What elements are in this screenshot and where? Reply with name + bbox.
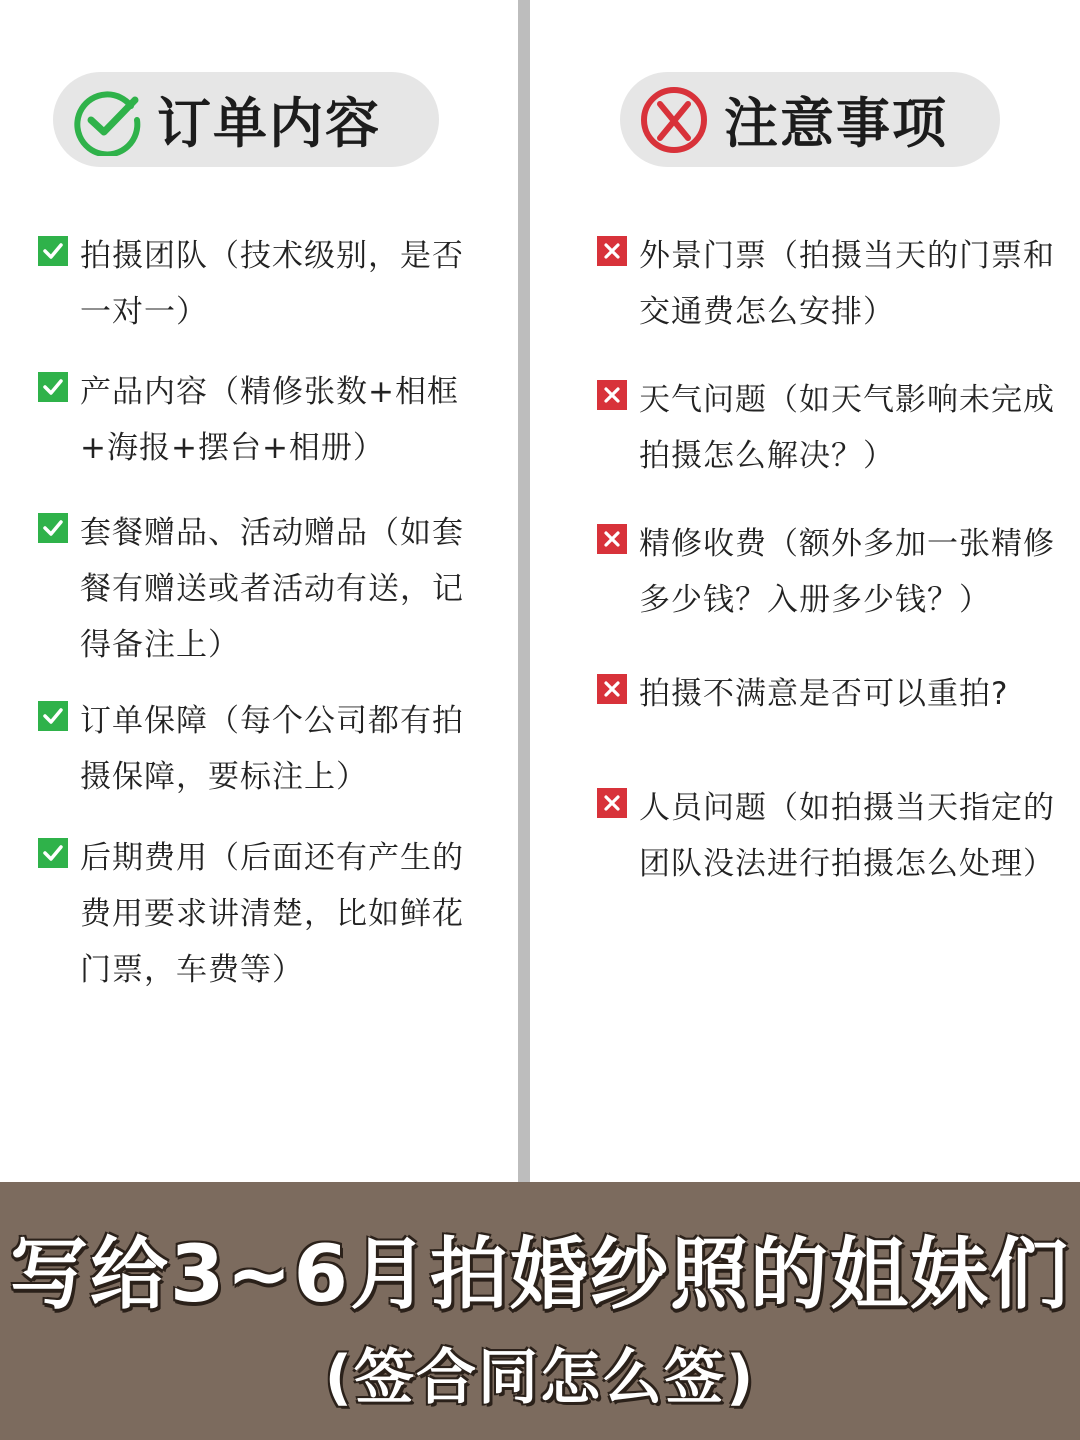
list-item-text: 套餐赠品、活动赠品（如套餐有赠送或者活动有送，记得备注上） bbox=[80, 515, 464, 663]
column-divider bbox=[518, 0, 530, 1185]
check-box-icon bbox=[38, 236, 68, 266]
order-content-header bbox=[53, 72, 439, 167]
cross-box-icon bbox=[597, 788, 627, 818]
cross-circle-icon bbox=[638, 84, 710, 156]
list-item bbox=[38, 228, 488, 340]
list-item-text: 精修收费（额外多加一张精修多少钱？入册多少钱？） bbox=[639, 526, 1055, 618]
cross-box-icon bbox=[597, 236, 627, 266]
list-item-text: 外景门票（拍摄当天的门票和交通费怎么安排） bbox=[639, 238, 1055, 330]
check-box-icon bbox=[38, 701, 68, 731]
footer-banner bbox=[0, 1182, 1080, 1440]
order-content-column bbox=[0, 0, 518, 1185]
footer-title: 写给3~6月拍婚纱照的姐妹们 bbox=[10, 1230, 1070, 1320]
list-item bbox=[597, 516, 1067, 628]
order-content-title: 订单内容 bbox=[157, 92, 381, 155]
notes-header bbox=[620, 72, 1000, 167]
list-item bbox=[38, 505, 488, 673]
check-box-icon bbox=[38, 838, 68, 868]
notes-title: 注意事项 bbox=[724, 92, 948, 155]
check-box-icon bbox=[38, 372, 68, 402]
list-item bbox=[38, 364, 488, 476]
list-item-text: 产品内容（精修张数+相框+海报+摆台+相册） bbox=[80, 374, 459, 466]
list-item bbox=[597, 228, 1067, 340]
list-item-text: 后期费用（后面还有产生的费用要求讲清楚，比如鲜花门票，车费等） bbox=[80, 840, 464, 988]
footer-subtitle: (签合同怎么签) bbox=[324, 1343, 756, 1413]
notes-column bbox=[530, 0, 1080, 1185]
list-item-text: 拍摄团队（技术级别，是否一对一） bbox=[80, 238, 464, 330]
list-item-text: 订单保障（每个公司都有拍摄保障，要标注上） bbox=[80, 703, 464, 795]
list-item bbox=[597, 666, 1067, 722]
list-item-text: 拍摄不满意是否可以重拍? bbox=[639, 676, 1009, 712]
list-item bbox=[38, 693, 488, 805]
cross-box-icon bbox=[597, 524, 627, 554]
cross-box-icon bbox=[597, 380, 627, 410]
list-item-text: 天气问题（如天气影响未完成拍摄怎么解决？） bbox=[639, 382, 1055, 474]
list-item bbox=[597, 372, 1067, 484]
cross-box-icon bbox=[597, 674, 627, 704]
check-circle-icon bbox=[71, 84, 143, 156]
list-item-text: 人员问题（如拍摄当天指定的团队没法进行拍摄怎么处理） bbox=[639, 790, 1055, 882]
list-item bbox=[38, 830, 488, 998]
check-box-icon bbox=[38, 513, 68, 543]
list-item bbox=[597, 780, 1067, 892]
